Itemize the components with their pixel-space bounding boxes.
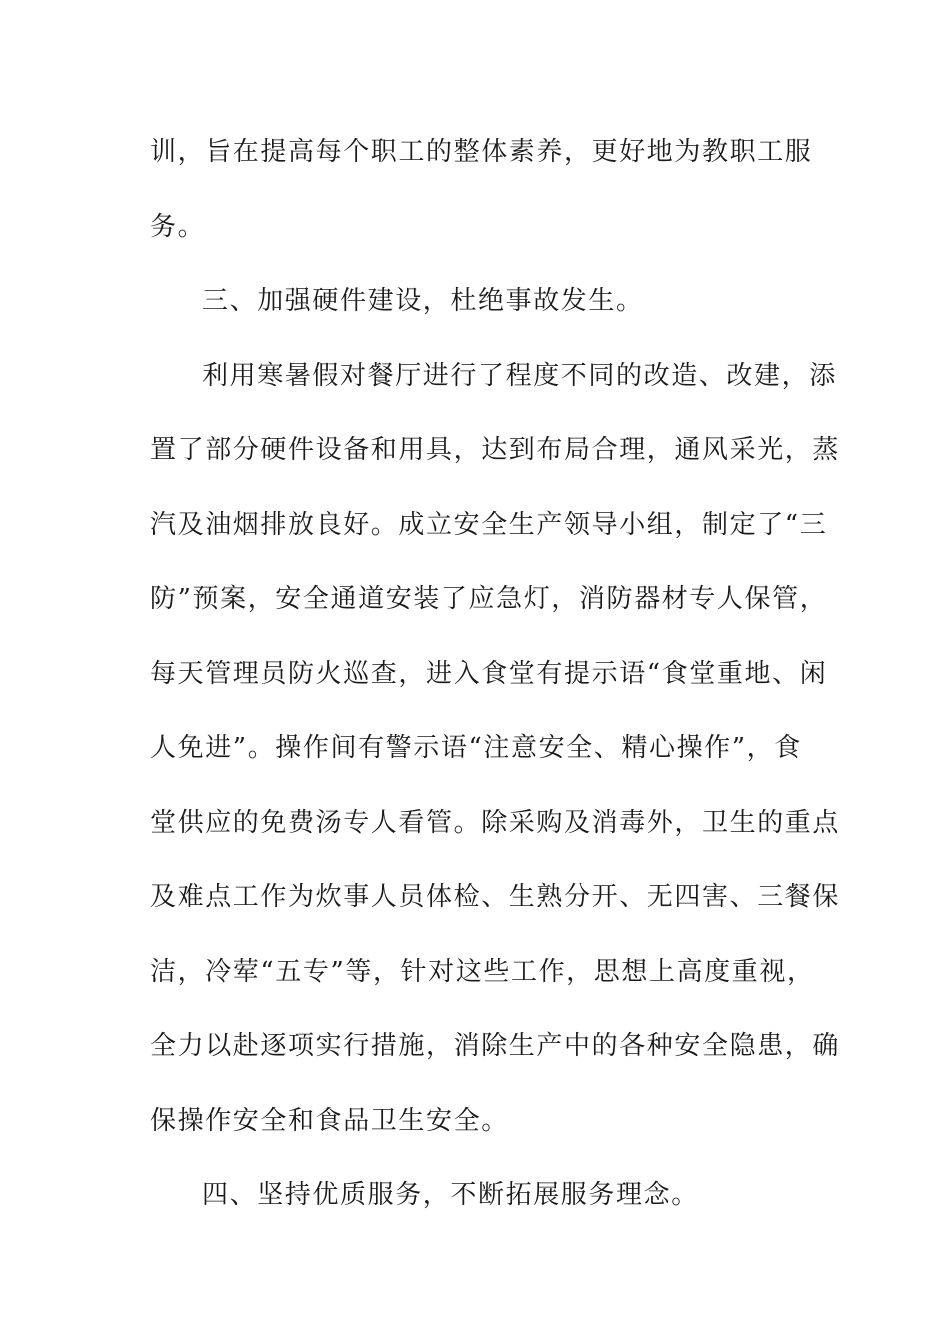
paragraph-line: 及难点工作为炊事人员体检、生熟分开、无四害、三餐保 — [150, 882, 841, 912]
paragraph-line: 每天管理员防火巡查，进入食堂有提示语“食堂重地、闲 — [150, 659, 828, 689]
paragraph-line: 防”预案，安全通道安装了应急灯，消防器材专人保管， — [150, 584, 828, 614]
section-heading-4: 四、坚持优质服务，不断拓展服务理念。 — [202, 1180, 699, 1210]
paragraph-line: 人免进”。操作间有警示语“注意安全、精心操作”，食 — [150, 733, 802, 763]
paragraph-line: 训，旨在提高每个职工的整体素养，更好地为教职工服 — [150, 137, 813, 167]
paragraph-line: 堂供应的免费汤专人看管。除采购及消毒外，卫生的重点 — [150, 808, 841, 838]
paragraph-line: 洁，冷荤“五专”等，针对这些工作，思想上高度重视， — [150, 957, 815, 987]
paragraph-line: 全力以赴逐项实行措施，消除生产中的各种安全隐患，确 — [150, 1031, 841, 1061]
paragraph-line: 置了部分硬件设备和用具，达到布局合理，通风采光，蒸 — [150, 435, 841, 465]
paragraph-line: 汽及油烟排放良好。成立安全生产领导小组，制定了“三 — [150, 510, 828, 540]
paragraph-line: 利用寒暑假对餐厅进行了程度不同的改造、改建，添 — [202, 361, 837, 391]
paragraph-line: 保操作安全和食品卫生安全。 — [150, 1106, 509, 1136]
paragraph-line: 务。 — [150, 212, 206, 242]
section-heading-3: 三、加强硬件建设，杜绝事故发生。 — [202, 286, 644, 316]
